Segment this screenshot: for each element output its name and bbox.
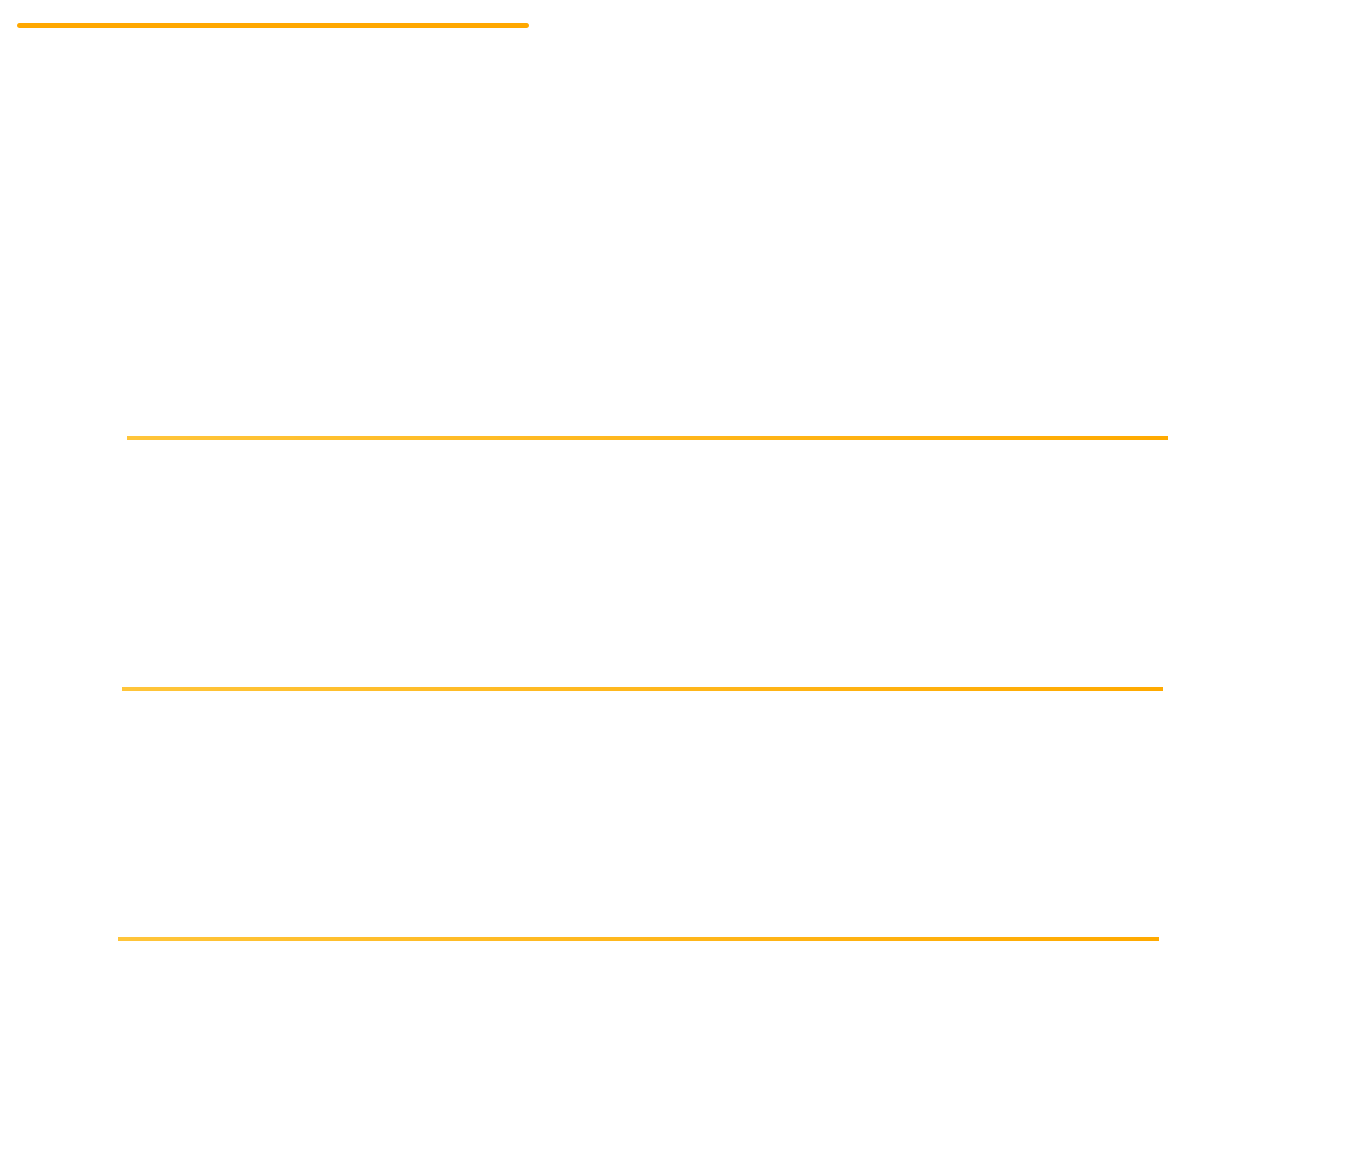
section-divider bbox=[118, 937, 1159, 941]
top-accent-bar bbox=[17, 23, 529, 28]
section-divider bbox=[127, 436, 1168, 440]
section-divider bbox=[122, 687, 1163, 691]
